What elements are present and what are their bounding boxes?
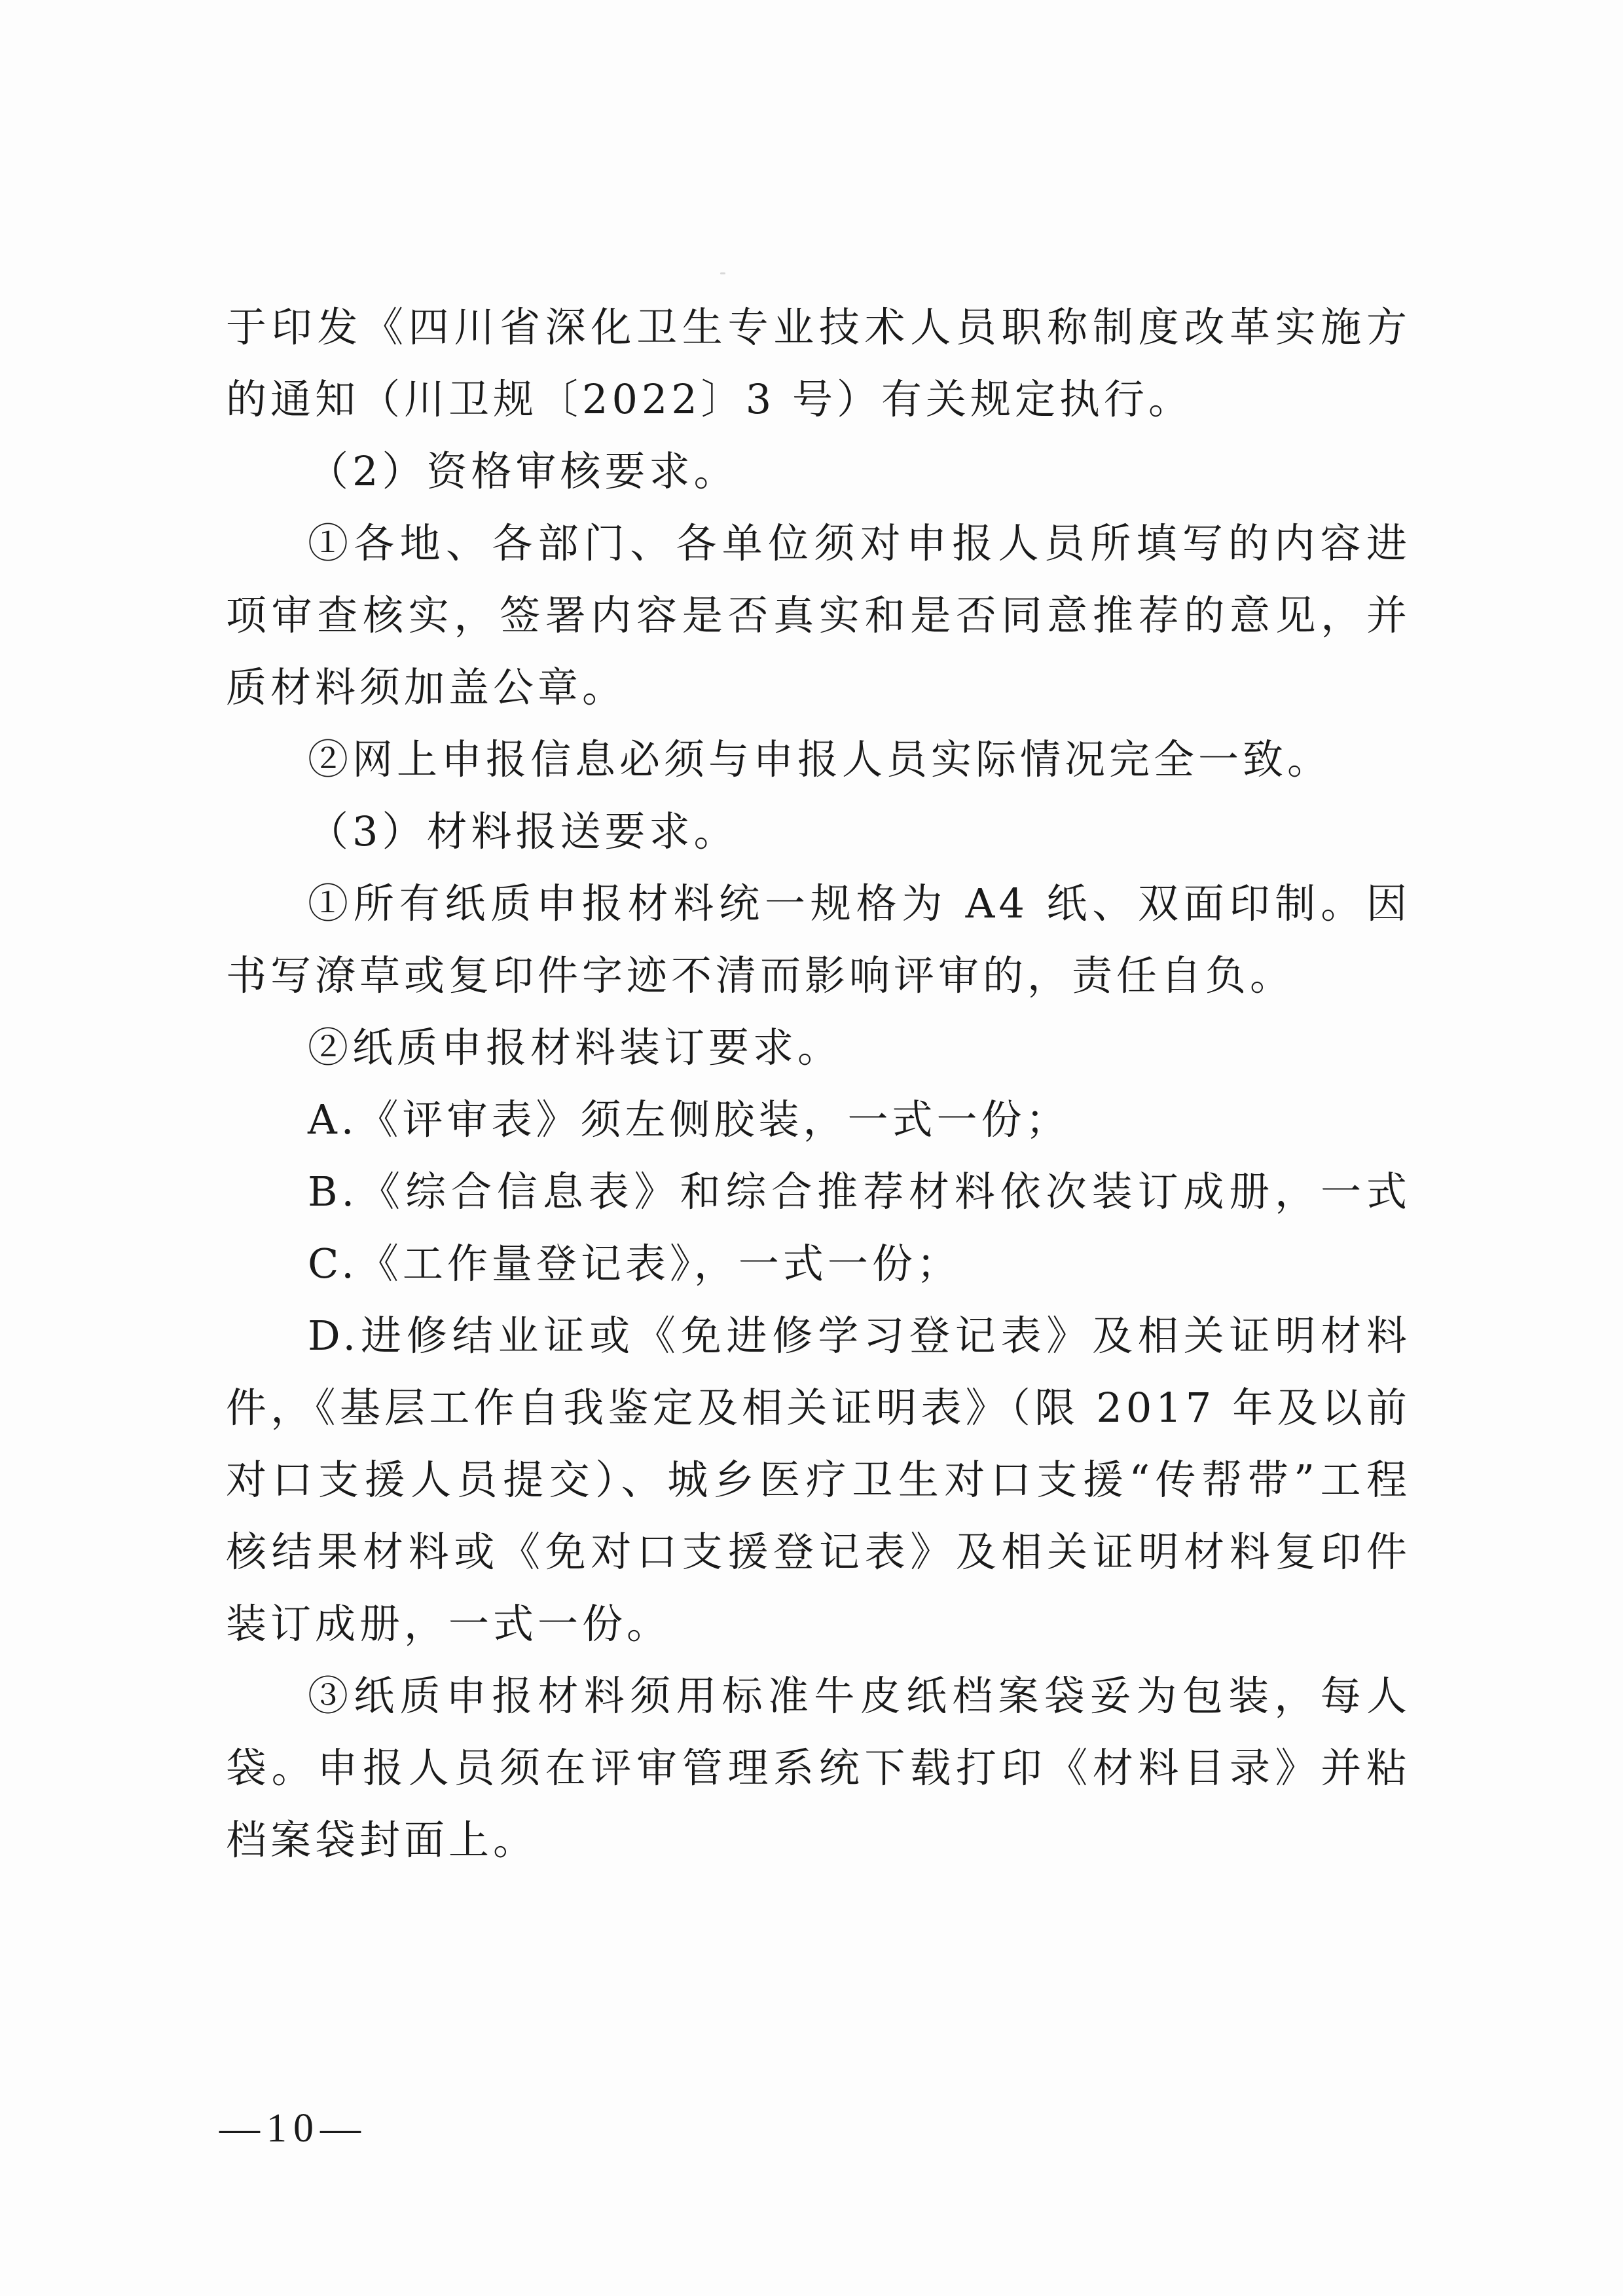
section-heading-3: （3）材料报送要求。 bbox=[308, 807, 739, 855]
text-line-9: ①所有纸质申报材料统一规格为 A4 纸、双面印制。因 bbox=[308, 880, 1411, 927]
text-line-17: 对口支援人员提交）、城乡医疗卫生对口支援“传帮带”工程 bbox=[226, 1456, 1411, 1504]
text-line-16: 件，《基层工作自我鉴定及相关证明表》（限 2017 年及以前 bbox=[226, 1384, 1411, 1432]
text-line-22: 档案袋封面上。 bbox=[226, 1816, 538, 1864]
text-line-10: 书写潦草或复印件字迹不清而影响评审的，责任自负。 bbox=[226, 952, 1295, 999]
text-line-4: ①各地、各部门、各单位须对申报人员所填写的内容进 bbox=[308, 519, 1411, 567]
text-line-20: ③纸质申报材料须用标准牛皮纸档案袋妥为包装，每人 bbox=[308, 1672, 1411, 1720]
text-line-2: 的通知（川卫规〔2022〕3 号）有关规定执行。 bbox=[226, 375, 1193, 423]
text-line-21: 袋。申报人员须在评审管理系统下载打印《材料目录》并粘 bbox=[226, 1744, 1411, 1792]
text-line-15: D.进修结业证或《免进修学习登记表》及相关证明材料 bbox=[308, 1312, 1411, 1360]
text-line-14: C.《工作量登记表》，一式一份； bbox=[308, 1240, 961, 1287]
page-number: —10— bbox=[219, 2106, 367, 2151]
scan-artifact bbox=[720, 272, 725, 274]
text-line-5: 项审查核实，签署内容是否真实和是否同意推荐的意见，并 bbox=[226, 591, 1411, 639]
text-line-11: ②纸质申报材料装订要求。 bbox=[308, 1024, 843, 1071]
text-line-12: A.《评审表》须左侧胶装，一式一份； bbox=[308, 1096, 1070, 1143]
text-line-7: ②网上申报信息必须与申报人员实际情况完全一致。 bbox=[308, 735, 1332, 783]
text-line-6: 质材料须加盖公章。 bbox=[226, 663, 627, 711]
text-line-1: 于印发《四川省深化卫生专业技术人员职称制度改革实施方 bbox=[226, 303, 1411, 351]
text-line-18: 核结果材料或《免对口支援登记表》及相关证明材料复印件 bbox=[226, 1528, 1411, 1576]
section-heading-2: （2）资格审核要求。 bbox=[308, 447, 739, 495]
text-line-13: B.《综合信息表》和综合推荐材料依次装订成册，一式 bbox=[308, 1168, 1411, 1215]
text-line-19: 装订成册，一式一份。 bbox=[226, 1600, 672, 1648]
